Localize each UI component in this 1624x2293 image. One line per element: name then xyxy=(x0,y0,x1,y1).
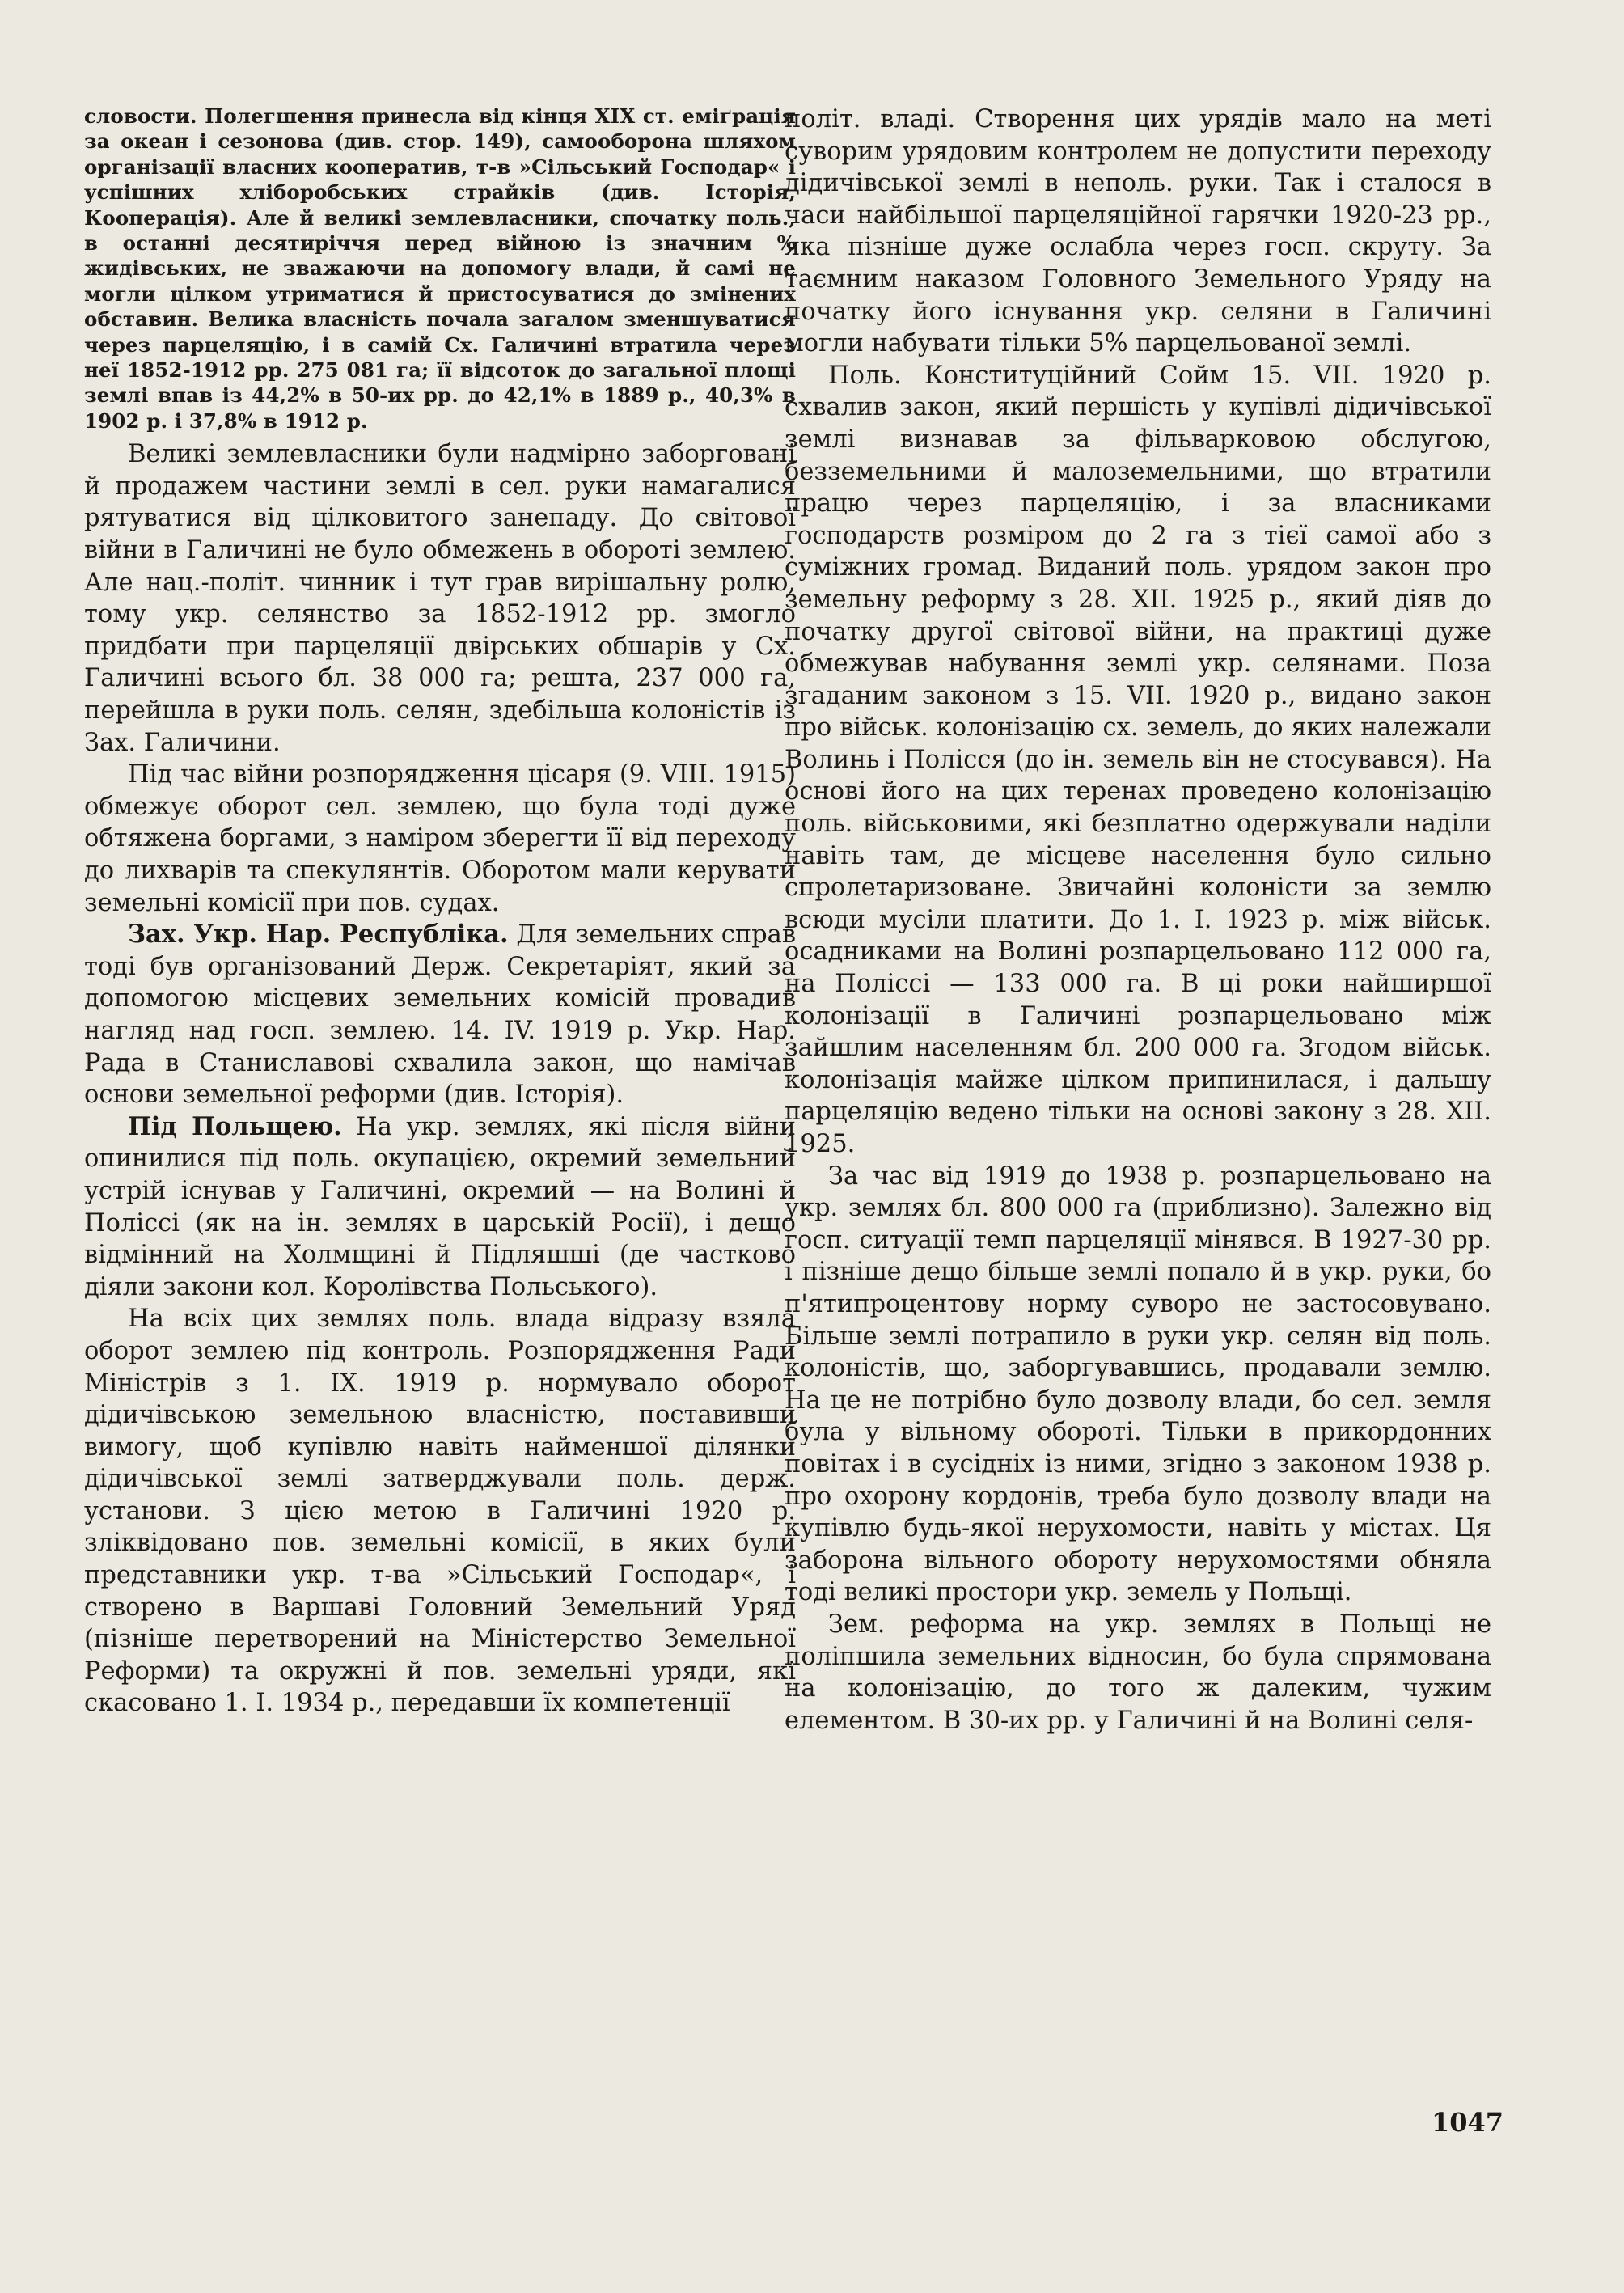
right-column xyxy=(785,104,1491,1737)
paragraph: Зем. реформа на укр. землях в Польщі не поліпшила земельних відносин, бо була спрямована на колонізацію, до того ж далеким, чужим елементом. В 30-их рр. у Галичині й на Волині селя- xyxy=(785,1610,1491,1735)
section-paragraph xyxy=(84,1111,796,1304)
paragraph: Великі землевласники були надмірно заборговані й продажем частини землі в сел. руки намагалися рятуватися від цілковитого занепаду. До світової війни в Галичині не було обмежень в обороті землею. Але нац.-політ. чинник і тут грав вирішальну ролю, тому укр. селянство за 1852-1912 рр. змогло придбати при парцеляції двірських обшарів у Сх. Галичині всього бл. 38 000 га; решта, 237 000 га, перейшла в руки поль. селян, здебільша колоністів із Зах. Галичини. xyxy=(84,440,796,757)
paragraph: Під час війни розпорядження цісаря (9. VIII. 1915) обмежує оборот сел. землею, що була тоді дуже обтяжена боргами, з наміром зберегти її від переходу до лихварів та спекулянтів. Оборотом мали керувати земельні комісії при пов. судах. xyxy=(84,760,796,917)
page-number: 1047 xyxy=(1432,2107,1504,2138)
section-heading: Під Польщею. xyxy=(128,1111,342,1141)
section-text: На укр. землях, які після війни опинилися під поль. окупацією, окремий земельний устрій існував у Галичині, окремий — на Волині й Поліссі (як на ін. землях в царській Росії), і дещо відмінний на Холмщині й Підляшші (де частково діяли закони кол. Королівства Польського). xyxy=(84,1112,796,1301)
paragraph: Поль. Конституційний Сойм 15. VII. 1920 р. схвалив закон, який першість у купівлі дідичівської землі визнавав за фільварковою обслугою, безземельними й малоземельними, що втратили працю через парцеляцію, і за власниками господарств розміром до 2 га з тієї самої або з суміжних громад. Виданий поль. урядом закон про земельну реформу з 28. XII. 1925 р., який діяв до початку другої світової війни, на практиці дуже обмежував набування землі укр. селянами. Поза згаданим законом з 15. VII. 1920 р., видано закон про військ. колонізацію сх. земель, до яких належали Волинь і Полісся (до ін. земель він не стосувався). На основі його на цих теренах проведено колонізацію поль. військовими, які безплатно одержували наділи навіть там, де місцеве населення було сильно спролетаризоване. Звичайні колоністи за землю всюди мусіли платити. До 1. I. 1923 р. між військ. осадниками на Волині розпарцельовано 112 000 га, на Поліссі — 133 000 га. В ці роки найширшої колонізації в Галичині розпарцельовано між зайшлим населенням бл. 200 000 га. Згодом військ. колонізація майже цілком припинилася, і дальшу парцеляцію ведено тільки на основі закону з 28. XII. 1925. xyxy=(785,361,1491,1158)
continuation-paragraph: політ. владі. Створення цих урядів мало на меті суворим урядовим контролем не допустити переходу дідичівської землі в неполь. руки. Так і сталося в часи найбільшої парцеляційної гарячки 1920-23 рр., яка пізніше дуже ослабла через госп. скруту. За таємним наказом Головного Земельного Уряду на початку його існування укр. селяни в Галичині могли набувати тільки 5% парцельованої землі. xyxy=(785,105,1491,358)
paragraph: На всіх цих землях поль. влада відразу взяла оборот землею під контроль. Розпорядження Ради Міністрів з 1. IX. 1919 р. нормувало оборот дідичівською земельною власністю, поставивши вимогу, щоб купівлю навіть найменшої ділянки дідичівської землі затверджували поль. держ. установи. З цією метою в Галичині 1920 р. зліквідовано пов. земельні комісії, в яких були представники укр. т-ва »Сільський Господар«, і створено в Варшаві Головний Земельний Уряд (пізніше перетворений на Міністерство Земельної Реформи) та окружні й пов. земельні уряди, які скасовано 1. I. 1934 р., передавши їх компетенції xyxy=(84,1305,796,1718)
section-text: Для земельних справ тоді був організований Держ. Секретаріят, який за допомогою місцевих земельних комісій провадив нагляд над госп. землею. 14. IV. 1919 р. Укр. Нар. Рада в Станиславові схвалила закон, що намічав основи земельної реформи (див. Історія). xyxy=(84,920,796,1110)
left-column xyxy=(84,104,796,1720)
intro-small-paragraph: словости. Полегшення принесла від кінця XIX ст. еміґрація за океан і сезонова (див. стор. 149), самооборона шляхом організації власних кооператив, т-в »Сільський Господар« і успішних хліборобських страйків (див. Історія, Кооперація). Але й великі землевласники, спочатку поль., в останні десятиріччя перед війною із значним % жидівських, не зважаючи на допомогу влади, й самі не могли цілком утриматися й пристосуватися до змінених обставин. Велика власність почала загалом зменшуватися через парцеляцію, і в самій Сх. Галичині втратила через неї 1852-1912 рр. 275 081 га; її відсоток до загальної площі землі впав із 44,2% в 50-их рр. до 42,1% в 1889 р., 40,3% в 1902 р. і 37,8% в 1912 р. xyxy=(84,104,796,433)
section-heading: Зах. Укр. Нар. Республіка. xyxy=(128,920,509,950)
section-paragraph xyxy=(84,919,796,1111)
paragraph: За час від 1919 до 1938 р. розпарцельовано на укр. землях бл. 800 000 га (приблизно). Залежно від госп. ситуації темп парцеляції мінявся. В 1927-30 рр. і пізніше дещо більше землі попало й в укр. руки, бо п'ятипроцентову норму суворо не застосовувано. Більше землі потрапило в руки укр. селян від поль. колоністів, що, заборгувавшись, продавали землю. На це не потрібно було дозволу влади, бо сел. земля була у вільному обороті. Тільки в прикордонних повітах і в сусідніх із ними, згідно з законом 1938 р. про охорону кордонів, треба було дозволу влади на купівлю будь-якої нерухомости, навіть у містах. Ця заборона вільного обороту нерухомостями обняла тоді великі простори укр. земель у Польщі. xyxy=(785,1161,1491,1607)
